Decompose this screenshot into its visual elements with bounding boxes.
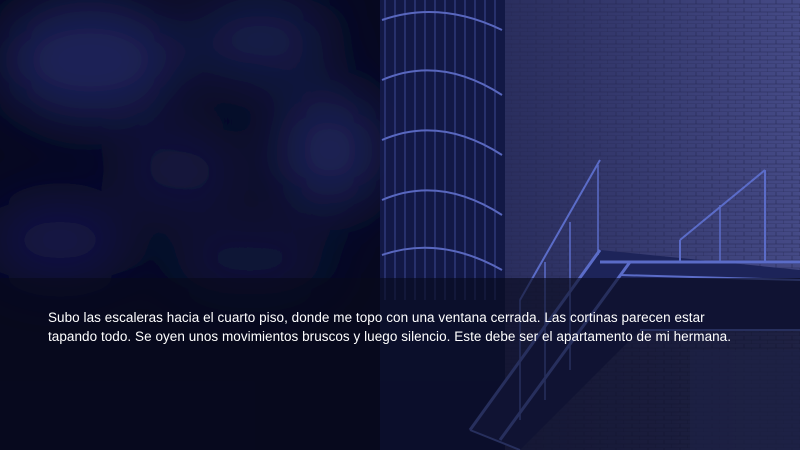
dialogue-box[interactable] [0, 278, 800, 450]
dialogue-text: Subo las escaleras hacia el cuarto piso, donde me topo con una ventana cerrada. Las cortinas parecen estar tapando todo. Se oyen unos movimientos bruscos y luego silencio. Este debe ser el apartamento de mi hermana. [48, 310, 732, 344]
